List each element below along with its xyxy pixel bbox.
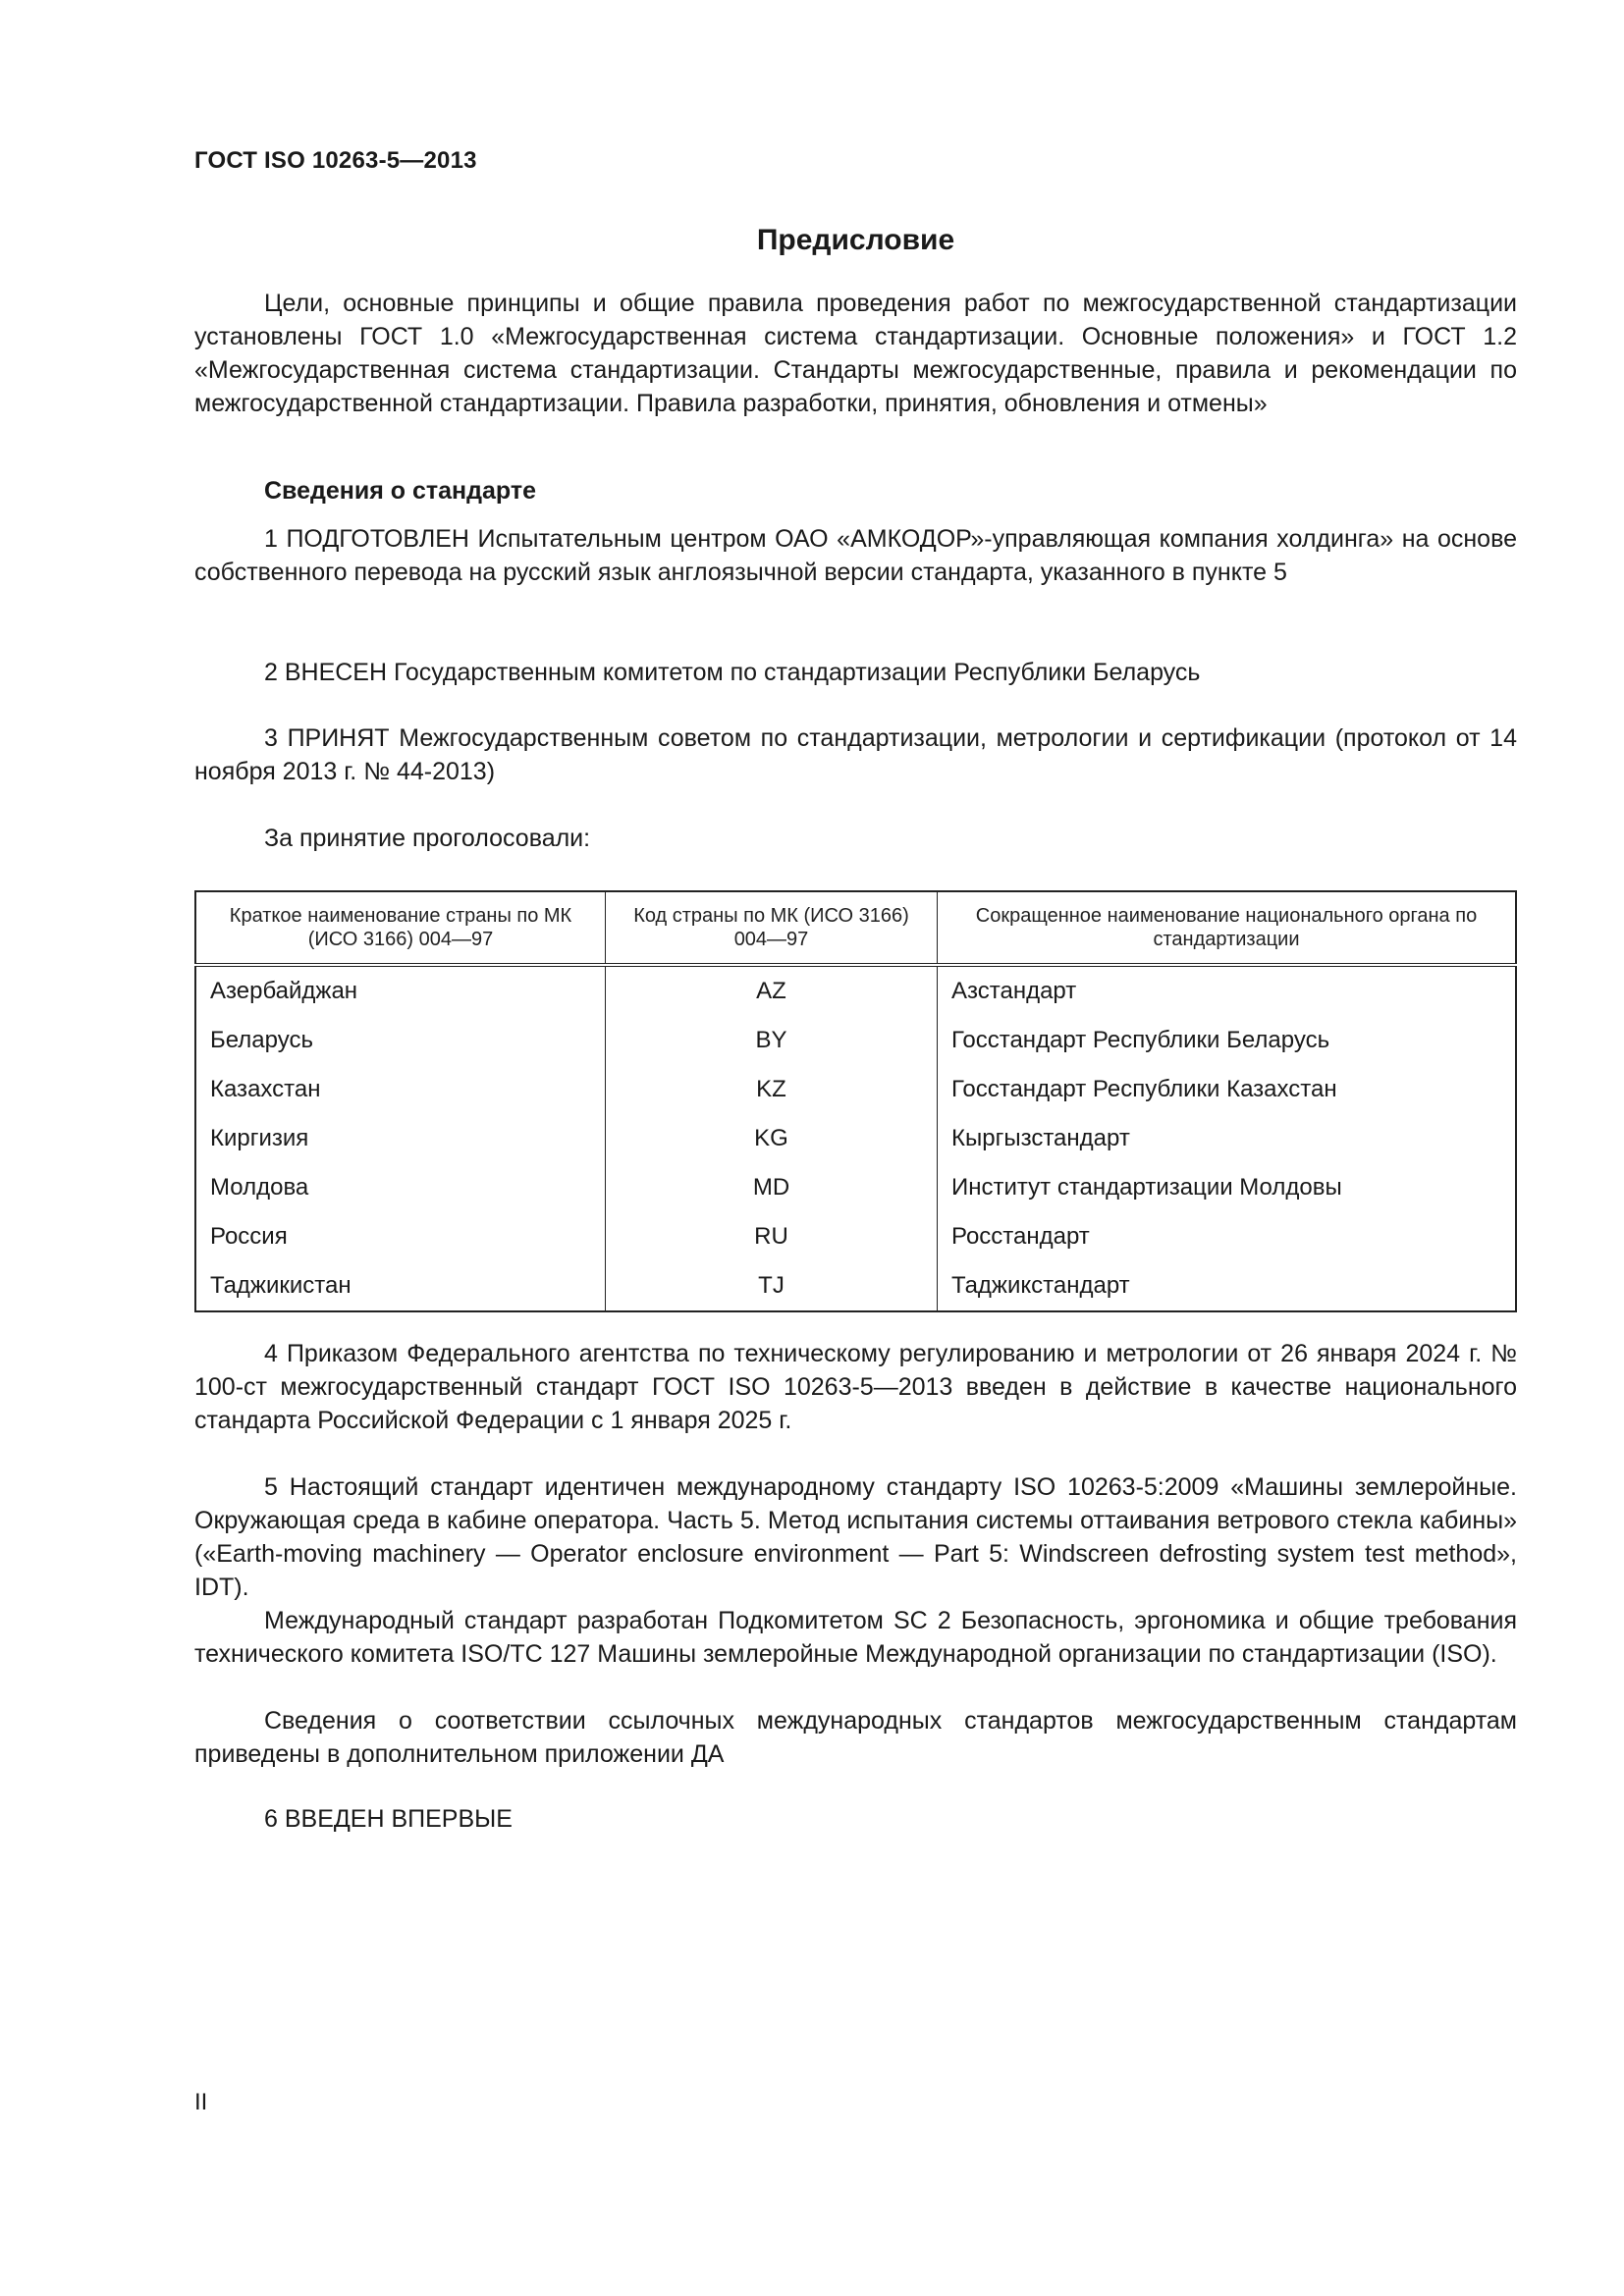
document-code: ГОСТ ISO 10263-5—2013 — [194, 147, 477, 174]
cell-code: KG — [606, 1114, 938, 1163]
voting-countries-table — [194, 890, 1517, 1312]
item-5-identical: 5 Настоящий стандарт идентичен международному стандарту ISO 10263-5:2009 «Машины землеройные. Окружающая среда в кабине оператора. Часть 5. Метод испытания системы оттаивания ветрового стекла кабины» («Earth-moving machinery — Operator enclosure environment — Part 5: Windscreen defrosting system test method», IDT). — [194, 1473, 1517, 1601]
cell-code: MD — [606, 1163, 938, 1212]
table-row — [195, 1261, 1516, 1311]
cell-code: BY — [606, 1016, 938, 1065]
cell-country: Беларусь — [195, 1016, 606, 1065]
cell-organization: Кыргызстандарт — [951, 1125, 1130, 1151]
cell-organization: Институт стандартизации Молдовы — [951, 1174, 1342, 1201]
header-code: Код страны по МК (ИСО 3166) 004—97 — [606, 891, 938, 965]
item-5-references: Сведения о соответствии ссылочных международных стандартов межгосударственным стандартам приведены в дополнительном приложении ДА — [194, 1707, 1517, 1768]
cell-organization: Госстандарт Республики Казахстан — [951, 1076, 1337, 1102]
item-2-submitted: 2 ВНЕСЕН Государственным комитетом по стандартизации Республики Беларусь — [264, 659, 1201, 686]
cell-country: Казахстан — [195, 1065, 606, 1114]
cell-code: RU — [606, 1212, 938, 1261]
header-country: Краткое наименование страны по МК (ИСО 3166) 004—97 — [195, 891, 606, 965]
cell-code: AZ — [606, 965, 938, 1016]
cell-organization: Таджикстандарт — [951, 1272, 1130, 1299]
cell-organization: Азстандарт — [951, 978, 1077, 1004]
cell-country: Таджикистан — [195, 1261, 606, 1311]
table-row — [195, 1212, 1516, 1261]
cell-country: Киргизия — [195, 1114, 606, 1163]
cell-country: Молдова — [195, 1163, 606, 1212]
page-title: Предисловие — [756, 224, 955, 256]
table-row — [195, 965, 1516, 1016]
voting-intro: За принятие проголосовали: — [264, 825, 591, 852]
table-row — [195, 1065, 1516, 1114]
item-5-developer: Международный стандарт разработан Подкомитетом SC 2 Безопасность, эргономика и общие требования технического комитета ISO/TC 127 Машины землеройные Международной организации по стандартизации (ISO). — [194, 1607, 1517, 1668]
cell-code: KZ — [606, 1065, 938, 1114]
table-header-row — [195, 891, 1516, 965]
cell-organization: Госстандарт Республики Беларусь — [951, 1027, 1330, 1053]
item-1-prepared: 1 ПОДГОТОВЛЕН Испытательным центром ОАО «АМКОДОР»-управляющая компания холдинга» на основе собственного перевода на русский язык англоязычной версии стандарта, указанного в пункте 5 — [194, 525, 1517, 586]
cell-code: TJ — [606, 1261, 938, 1311]
table-row — [195, 1114, 1516, 1163]
page-number: II — [194, 2089, 208, 2115]
table-row — [195, 1163, 1516, 1212]
cell-country: Россия — [195, 1212, 606, 1261]
cell-country: Азербайджан — [195, 965, 606, 1016]
item-4-order: 4 Приказом Федерального агентства по техническому регулированию и метрологии от 26 января 2024 г. № 100-ст межгосударственный стандарт ГОСТ ISO 10263-5—2013 введен в действие в качестве национального стандарта Российской Федерации с 1 января 2025 г. — [194, 1340, 1517, 1434]
intro-paragraph: Цели, основные принципы и общие правила проведения работ по межгосударственной стандартизации установлены ГОСТ 1.0 «Межгосударственная система стандартизации. Основные положения» и ГОСТ 1.2 «Межгосударственная система стандартизации. Стандарты межгосударственные, правила и рекомендации по межгосударственной стандартизации. Правила разработки, принятия, обновления и отмены» — [194, 290, 1517, 417]
item-6-first-introduced: 6 ВВЕДЕН ВПЕРВЫЕ — [264, 1805, 513, 1833]
standard-info-heading: Сведения о стандарте — [264, 477, 537, 505]
item-3-adopted: 3 ПРИНЯТ Межгосударственным советом по стандартизации, метрологии и сертификации (протокол от 14 ноября 2013 г. № 44-2013) — [194, 724, 1517, 785]
cell-organization: Росстандарт — [951, 1223, 1090, 1250]
header-organization: Сокращенное наименование национального органа по стандартизации — [938, 891, 1517, 965]
table-row — [195, 1016, 1516, 1065]
